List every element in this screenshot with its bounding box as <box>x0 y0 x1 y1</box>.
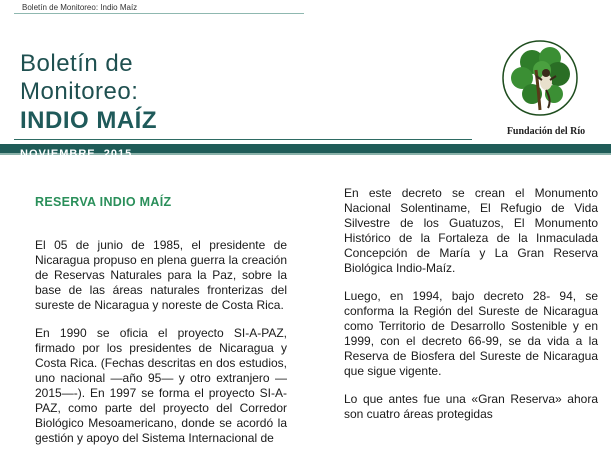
paragraph: El 05 de junio de 1985, el presidente de Nicaragua propuso en plena guerra la creación de Reservas Naturales para la Paz, sobre la base de las áreas naturales fronterizas del sureste de Nicaragua y noreste de Costa Rica. <box>35 238 287 312</box>
left-column <box>35 238 287 459</box>
section-title: RESERVA INDIO MAÍZ <box>35 195 172 209</box>
title-line-2: Monitoreo: <box>20 78 139 105</box>
paragraph: Luego, en 1994, bajo decreto 28- 94, se conforma la Región del Sureste de Nicaragua como Territorio de Desarrollo Sostenible y en 1999, con el decreto 66-99, se da vida a la Reserva de Biosfera del Sureste de Nicaragua que sigue vigente. <box>344 289 598 378</box>
header-rule-mid <box>14 139 472 140</box>
title-main: INDIO MAÍZ <box>20 107 157 134</box>
paragraph: Lo que antes fue una «Gran Reserva» ahora son cuatro áreas protegidas <box>344 392 598 421</box>
logo-caption: Fundación del Río <box>506 126 586 137</box>
title-line-1: Boletín de <box>20 50 134 77</box>
monkey-tree-logo-icon <box>502 40 578 116</box>
paragraph: En 1990 se oficia el proyecto SI-A-PAZ, firmado por los presidentes de Nicaragua y Costa Rica. (Fechas descritas en dos estudios, uno nacional —año 95— y otro extranjero —2015—-). En 1997 se forma el proyecto SI-A-PAZ, como parte del proyecto del Corredor Biológico Mesoamericano, donde se acordó la gestión y apoyo del Sistema Internacional de <box>35 326 287 445</box>
running-header: Boletín de Monitoreo: Indio Maíz <box>22 3 138 12</box>
title-block <box>20 50 157 136</box>
paragraph: En este decreto se crean el Monumento Nacional Solentiname, El Refugio de Vida Silvestre de los Guatuzos, El Monumento Histórico de la Fortaleza de la Inmaculada Concepción de María y La Gran Reserva Biológica Indio-Maíz. <box>344 186 598 275</box>
issue-date: NOVIEMBRE, 2015 <box>20 148 133 160</box>
right-column <box>344 186 598 435</box>
header-rule-top <box>14 13 304 14</box>
